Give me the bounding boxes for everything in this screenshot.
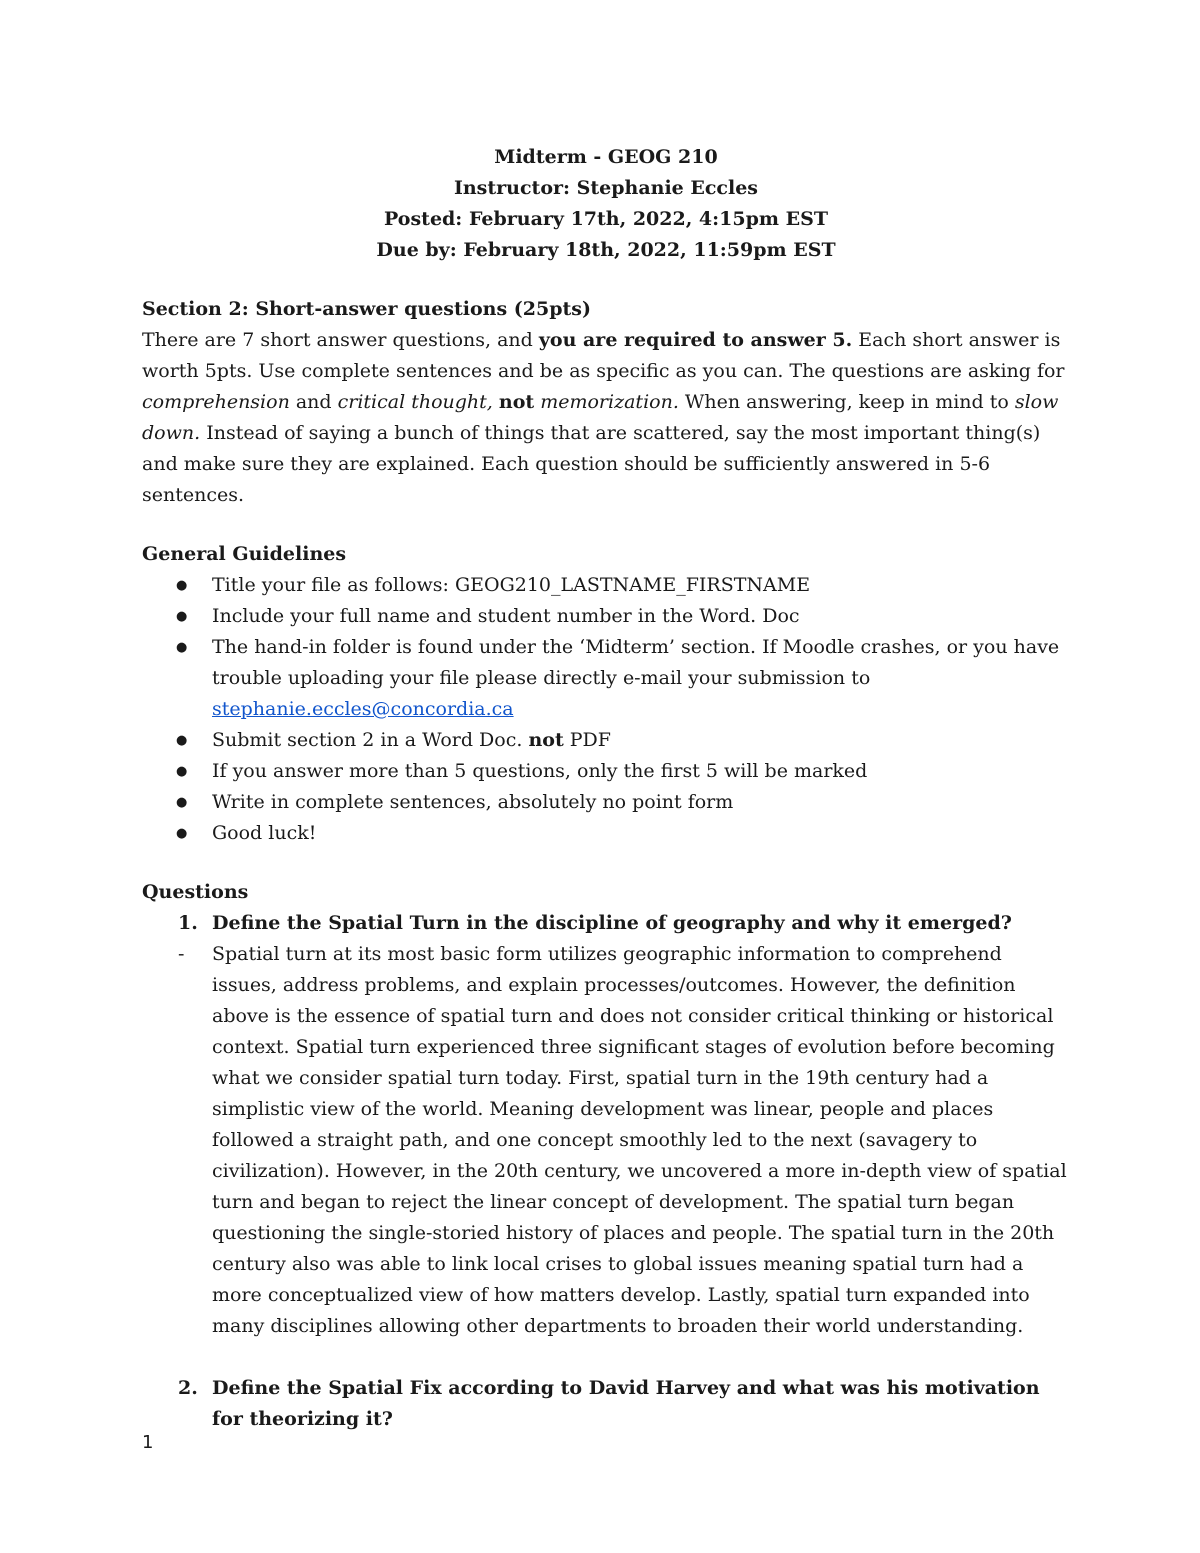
answer-1: - Spatial turn at its most basic form utilizes geographic information to comprehend issues, address problems, and explain processes/outcomes. However, the definition above is the essence of spatial turn and does not consider critical thinking or historical context. Spatial turn experienced three significant stages of evolution before becoming what we consider spatial turn today. First, spatial turn in the 19th century had a simplistic view of the world. Meaning development was linear, people and places followed a straight path, and one concept smoothly led to the next (savagery to civilization). However, in the 20th century, we uncovered a more in-depth view of spatial turn and began to reject the linear concept of development. The spatial turn began questioning the single-storied history of places and people. The spatial turn in the 20th century also was able to link local crises to global issues meaning spatial turn had a more conceptualized view of how matters develop. Lastly, spatial turn expanded into many disciplines allowing other departments to broaden their world understanding. [142, 939, 1070, 1342]
section-2-instructions: There are 7 short answer questions, and you are required to answer 5. Each short answer is worth 5pts. Use complete sentences and be as specific as you can. The questions are asking for comprehension and critical thought, not memorization. When answering, keep in mind to slow down. Instead of saying a bunch of things that are scattered, say the most important thing(s) and make sure they are explained. Each question should be sufficiently answered in 5-6 sentences. [142, 329, 1065, 506]
question-2: 2. Define the Spatial Fix according to David Harvey and what was his motivation for theorizing it? [142, 1373, 1070, 1435]
question-1: 1. Define the Spatial Turn in the discipline of geography and why it emerged? [142, 908, 1070, 939]
bullet-icon: ● [176, 795, 188, 810]
instructor-line: Instructor: Stephanie Eccles [453, 177, 758, 199]
section-2 [142, 294, 1070, 511]
question-number: 2. [178, 1377, 198, 1399]
list-item: ● The hand-in folder is found under the ‘Midterm’ section. If Moodle crashes, or you have trouble uploading your file please directly e-mail your submission to stephanie.eccles@concordia.ca [142, 632, 1070, 725]
bullet-icon: ● [176, 578, 188, 593]
list-item: ● Title your file as follows: GEOG210_LASTNAME_FIRSTNAME [142, 570, 1070, 601]
bullet-icon: ● [176, 640, 188, 655]
list-item: ● Submit section 2 in a Word Doc. not PDF [142, 725, 1070, 756]
due-line: Due by: February 18th, 2022, 11:59pm EST [376, 239, 836, 261]
section-2-heading: Section 2: Short-answer questions (25pts) [142, 298, 591, 320]
bullet-icon: ● [176, 826, 188, 841]
question-number: 1. [178, 912, 198, 934]
guidelines-heading: General Guidelines [142, 543, 347, 565]
bullet-icon: ● [176, 733, 188, 748]
questions-heading: Questions [142, 881, 249, 903]
guidelines-list [142, 570, 1070, 849]
list-item: ● Good luck! [142, 818, 1070, 849]
list-item: ● Include your full name and student number in the Word. Doc [142, 601, 1070, 632]
posted-line: Posted: February 17th, 2022, 4:15pm EST [384, 208, 828, 230]
exam-title: Midterm - GEOG 210 [494, 146, 718, 168]
dash-marker: - [178, 943, 185, 965]
questions-section [142, 877, 1070, 1435]
email-link[interactable]: stephanie.eccles@concordia.ca [212, 698, 514, 720]
list-item: ● If you answer more than 5 questions, only the first 5 will be marked [142, 756, 1070, 787]
bullet-icon: ● [176, 764, 188, 779]
page-number: 1 [142, 1432, 154, 1453]
list-item: ● Write in complete sentences, absolutely no point form [142, 787, 1070, 818]
bullet-icon: ● [176, 609, 188, 624]
general-guidelines [142, 539, 1070, 849]
document-header [142, 142, 1070, 266]
